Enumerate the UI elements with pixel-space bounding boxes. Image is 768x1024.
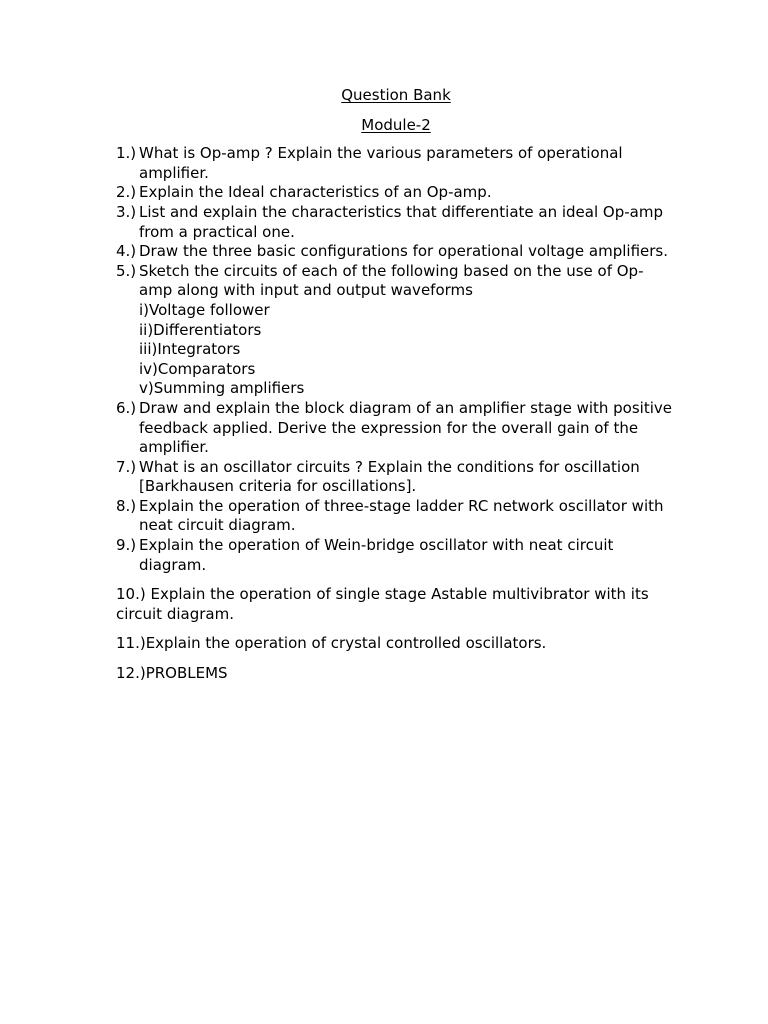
question-item	[116, 183, 676, 203]
question-item	[116, 497, 676, 536]
document-page	[116, 86, 676, 684]
question-text: Explain the operation of Wein-bridge oscillator with neat circuit diagram.	[139, 536, 614, 574]
subquestion: iv)Comparators	[139, 359, 256, 378]
question-text: Explain the Ideal characteristics of an Op-amp.	[139, 183, 492, 202]
question-number: 9.)	[116, 536, 137, 555]
title-text: Question Bank	[341, 86, 451, 104]
question-number: 7.)	[116, 457, 137, 476]
question-text: Draw the three basic configurations for operational voltage amplifiers.	[139, 242, 669, 261]
subquestion: v)Summing amplifiers	[139, 379, 305, 398]
question-12: 12.)PROBLEMS	[116, 664, 228, 683]
question-number: 1.)	[116, 144, 137, 163]
question-item	[116, 536, 676, 575]
subquestion: ii)Differentiators	[139, 320, 262, 339]
question-text: What is Op-amp ? Explain the various parameters of operational amplifier.	[139, 144, 623, 182]
question-item	[116, 144, 676, 183]
question-text: Explain the operation of three-stage ladder RC network oscillator with neat circuit diagram.	[139, 496, 664, 535]
question-11: 11.)Explain the operation of crystal controlled oscillators.	[116, 634, 547, 653]
question-number: 8.)	[116, 496, 137, 515]
question-item	[116, 242, 676, 262]
module-text: Module-2	[361, 115, 431, 134]
question-number: 4.)	[116, 242, 137, 261]
page-title	[116, 86, 676, 106]
question-text: Draw and explain the block diagram of an amplifier stage with positive feedback applied. Derive the expression for the overall gain of the amplifier.	[139, 398, 672, 457]
question-item	[116, 399, 676, 458]
question-item	[116, 203, 676, 242]
question-text: What is an oscillator circuits ? Explain the conditions for oscillation [Barkhausen criteria for oscillations].	[139, 457, 640, 496]
question-text: List and explain the characteristics that differentiate an ideal Op-amp from a practical one.	[139, 202, 663, 241]
module-heading	[116, 116, 676, 136]
question-number: 6.)	[116, 398, 137, 417]
question-list	[116, 144, 676, 575]
question-10: 10.) Explain the operation of single stage Astable multivibrator with its circuit diagram.	[116, 585, 649, 623]
question-item	[116, 262, 676, 399]
question-number: 5.)	[116, 261, 137, 280]
question-text: Sketch the circuits of each of the following based on the use of Op-amp along with input and output waveforms	[139, 261, 644, 300]
question-item	[116, 458, 676, 497]
question-number: 3.)	[116, 202, 137, 221]
subquestion: iii)Integrators	[139, 340, 241, 359]
question-number: 2.)	[116, 183, 137, 202]
subquestion: i)Voltage follower	[139, 300, 270, 319]
